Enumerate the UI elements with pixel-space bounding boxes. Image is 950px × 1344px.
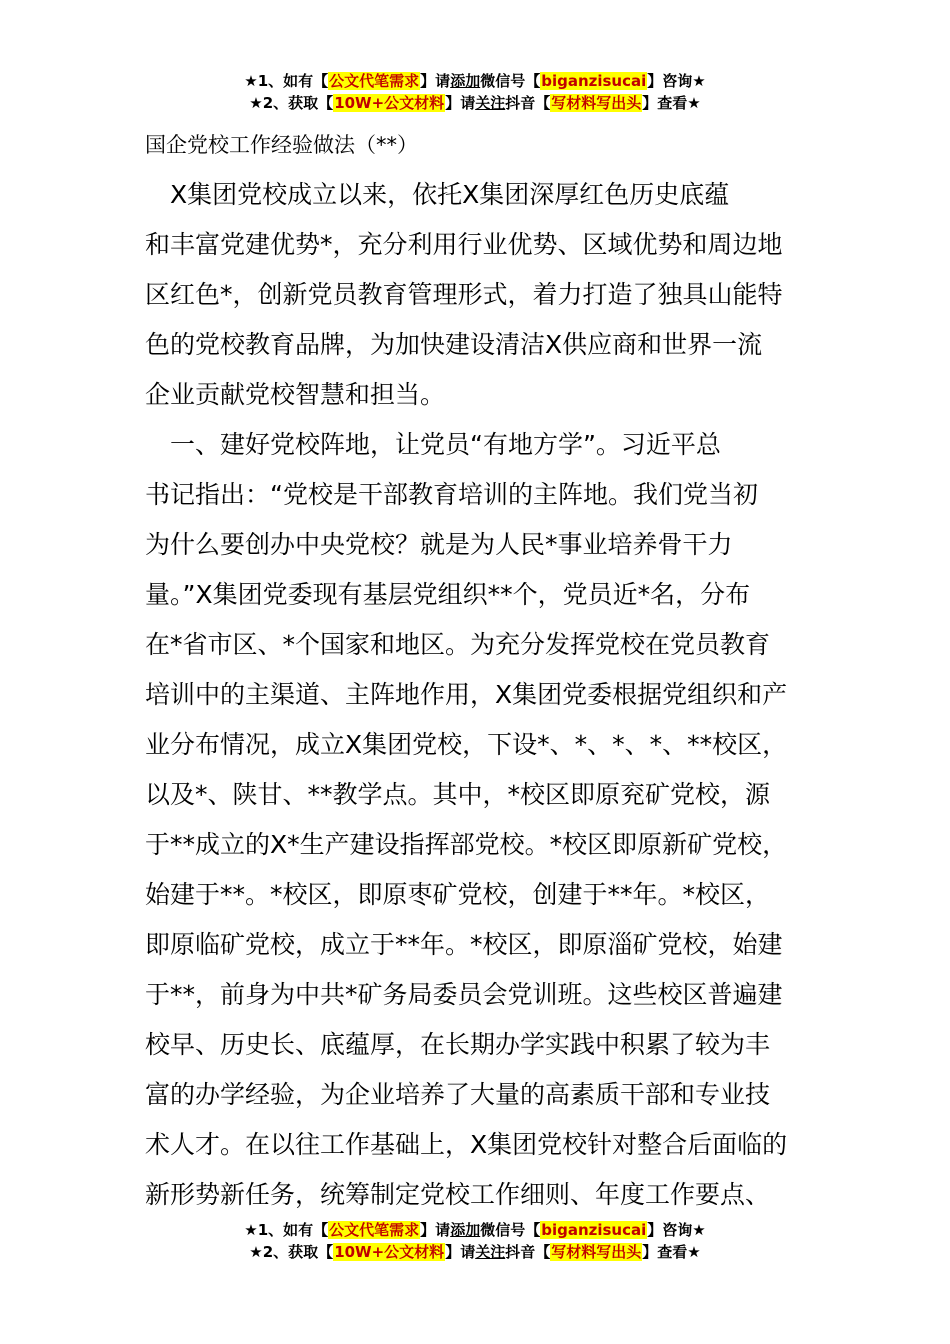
body-line: 区红色*，创新党员教育管理形式，着力打造了独具山能特 — [145, 280, 783, 309]
promo-text: 】咨询★ — [647, 1221, 706, 1239]
promo-highlight: 10W+公文材料 — [334, 1243, 445, 1261]
promo-text: 】请 — [445, 1243, 476, 1261]
bottom-promo-banner — [0, 1219, 950, 1263]
promo-underlined: 关注 — [475, 1243, 506, 1261]
body-line: 校早、历史长、底蕴厚，在长期办学实践中积累了较为丰 — [145, 1030, 771, 1059]
top-promo-banner — [0, 70, 950, 114]
body-line: 以及*、陕甘、**教学点。其中，*校区即原兖矿党校，源 — [145, 780, 771, 809]
promo-text: 】咨询★ — [647, 72, 706, 90]
promo-underlined: 关注 — [475, 94, 506, 112]
body-line: 即原临矿党校，成立于**年。*校区，即原淄矿党校，始建 — [145, 930, 783, 959]
body-line: 和丰富党建优势*，充分利用行业优势、区域优势和周边地 — [145, 230, 783, 259]
body-line: X集团党校成立以来，依托X集团深厚红色历史底蕴 — [145, 180, 730, 209]
promo-text: ★2、获取【 — [249, 1243, 334, 1261]
document-title: 国企党校工作经验做法（**） — [145, 133, 418, 157]
body-line: 一、建好党校阵地，让党员“有地方学”。习近平总 — [145, 430, 721, 459]
body-line: 新形势新任务，统筹制定党校工作细则、年度工作要点、 — [145, 1180, 771, 1209]
promo-highlight: 公文代笔需求 — [329, 1221, 420, 1239]
body-line: 培训中的主渠道、主阵地作用，X集团党委根据党组织和产 — [145, 680, 788, 709]
body-line: 富的办学经验，为企业培养了大量的高素质干部和专业技 — [145, 1080, 771, 1109]
promo-underlined: 添加 — [450, 72, 481, 90]
promo-line-2 — [0, 92, 950, 114]
promo-text: 微信号【 — [480, 72, 541, 90]
body-line: 量。”X集团党委现有基层党组织**个，党员近*名，分布 — [145, 580, 751, 609]
promo-text: 抖音【 — [505, 1243, 551, 1261]
body-line: 业分布情况，成立X集团党校，下设*、*、*、*、**校区， — [145, 730, 788, 759]
promo-text: 】查看★ — [642, 1243, 701, 1261]
body-line: 于**成立的X*生产建设指挥部党校。*校区即原新矿党校， — [145, 830, 788, 859]
body-line: 在*省市区、*个国家和地区。为充分发挥党校在党员教育 — [145, 630, 771, 659]
promo-text: 抖音【 — [505, 94, 551, 112]
promo-line-1 — [0, 1219, 950, 1241]
promo-highlight: 公文代笔需求 — [329, 72, 420, 90]
promo-line-2 — [0, 1241, 950, 1263]
promo-text: 】查看★ — [642, 94, 701, 112]
promo-text: ★2、获取【 — [249, 94, 334, 112]
promo-text: 】请 — [420, 72, 451, 90]
body-line: 为什么要创办中央党校？就是为人民*事业培养骨干力 — [145, 530, 733, 559]
promo-highlight: 写材料写出头 — [551, 1243, 642, 1261]
promo-text: 微信号【 — [480, 1221, 541, 1239]
promo-text: 】请 — [420, 1221, 451, 1239]
promo-highlight: 10W+公文材料 — [334, 94, 445, 112]
body-line: 书记指出：“党校是干部教育培训的主阵地。我们党当初 — [145, 480, 758, 509]
promo-underlined: 添加 — [450, 1221, 481, 1239]
body-line: 始建于**。*校区，即原枣矿党校，创建于**年。*校区， — [145, 880, 771, 909]
promo-text: 】请 — [445, 94, 476, 112]
promo-highlight: 写材料写出头 — [551, 94, 642, 112]
body-line: 术人才。在以往工作基础上，X集团党校针对整合后面临的 — [145, 1130, 788, 1159]
body-line: 企业贡献党校智慧和担当。 — [145, 380, 446, 409]
promo-highlight: biganzisucai — [541, 1221, 647, 1239]
body-line: 于**，前身为中共*矿务局委员会党训班。这些校区普遍建 — [145, 980, 783, 1009]
promo-text: ★1、如有【 — [244, 1221, 329, 1239]
promo-highlight: biganzisucai — [541, 72, 647, 90]
document-body — [145, 170, 845, 1220]
promo-text: ★1、如有【 — [244, 72, 329, 90]
promo-line-1 — [0, 70, 950, 92]
body-line: 色的党校教育品牌，为加快建设清洁X供应商和世界一流 — [145, 330, 763, 359]
